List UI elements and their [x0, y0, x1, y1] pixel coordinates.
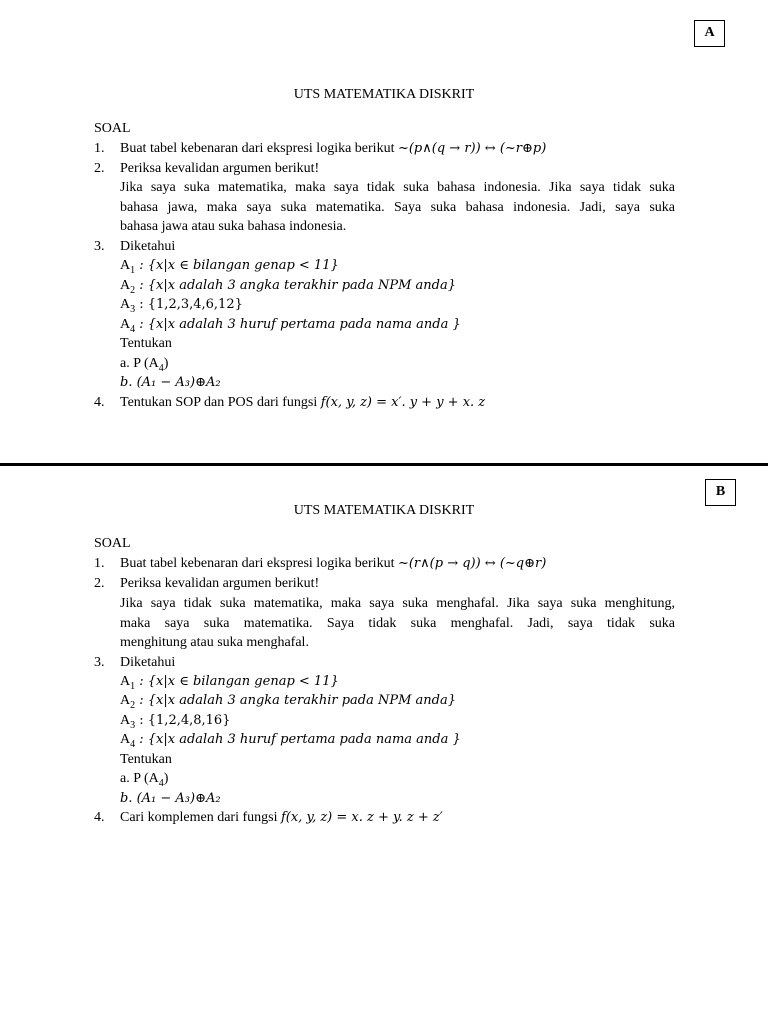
- set-a1: $A_1$ : {x|x ∈ bilangan genap < 11}: [120, 674, 339, 692]
- question-number: 1.: [94, 556, 105, 571]
- argument-line: bahasa jawa, maka saya suka matematika. Saya suka bahasa indonesia. Jadi, saya suka: [120, 200, 675, 215]
- question-text: Periksa kevalidan argumen berikut!: [120, 161, 320, 176]
- question-number: 4.: [94, 395, 105, 410]
- question-number: 3.: [94, 239, 105, 254]
- question-text: Cari komplemen dari fungsi: [120, 810, 278, 825]
- variant-label-b: B: [705, 479, 736, 506]
- set-a2: $A_2$ : {x|x adalah 3 angka terakhir pada NPM anda}: [120, 693, 457, 711]
- subquestion-a: a. P $(A_4)$: [120, 356, 169, 374]
- tentukan-label: Tentukan: [120, 752, 172, 767]
- soal-heading: SOAL: [94, 536, 131, 551]
- set-a4: $A_4$ : {x|x adalah 3 huruf pertama pada nama anda }: [120, 732, 461, 750]
- subquestion-a: a. P $(A_4)$: [120, 771, 169, 789]
- function-expression: f(x, y, z) = x′. y + y + x. z: [320, 395, 486, 410]
- function-expression: f(x, y, z) = x. z + y. z + z′: [280, 810, 443, 825]
- page-title-a: UTS MATEMATIKA DISKRIT: [293, 87, 475, 102]
- argument-line: Jika saya suka matematika, maka saya tidak suka bahasa indonesia. Jika saya tidak suka: [120, 180, 675, 195]
- set-a2: $A_2$ : {x|x adalah 3 angka terakhir pada NPM anda}: [120, 278, 457, 296]
- question-text: Periksa kevalidan argumen berikut!: [120, 576, 320, 591]
- soal-heading: SOAL: [94, 121, 131, 136]
- subquestion-b: b. (A₁ − A₃)⊕A₂: [120, 791, 221, 806]
- set-a1: $A_1$ : {x|x ∈ bilangan genap < 11}: [120, 258, 339, 276]
- subquestion-b: b. (A₁ − A₃)⊕A₂: [120, 375, 221, 390]
- question-number: 2.: [94, 161, 105, 176]
- variant-label-a: A: [694, 20, 725, 47]
- question-text: Tentukan SOP dan POS dari fungsi: [120, 395, 318, 410]
- argument-line: maka saya suka matematika. Saya tidak suka menghafal. Jadi, saya tidak suka: [120, 616, 675, 631]
- logic-expression: ~(r∧(p → q)) ↔ (~q⊕r): [397, 556, 547, 571]
- set-a4: $A_4$ : {x|x adalah 3 huruf pertama pada nama anda }: [120, 317, 461, 335]
- question-number: 2.: [94, 576, 105, 591]
- set-a3: $A_3$ : {1,2,3,4,6,12}: [120, 297, 243, 315]
- page-title-b: UTS MATEMATIKA DISKRIT: [293, 503, 475, 518]
- question-text: Buat tabel kebenaran dari ekspresi logika berikut: [120, 141, 395, 156]
- section-divider: [0, 463, 768, 466]
- set-a3: $A_3$ : {1,2,4,8,16}: [120, 713, 231, 731]
- argument-line: menghitung atau suka menghafal.: [120, 635, 309, 650]
- question-text: Buat tabel kebenaran dari ekspresi logika berikut: [120, 556, 395, 571]
- logic-expression: ~(p∧(q → r)) ↔ (~r⊕p): [397, 141, 547, 156]
- question-number: 1.: [94, 141, 105, 156]
- argument-line: bahasa jawa atau suka bahasa indonesia.: [120, 219, 347, 234]
- question-text: Diketahui: [120, 239, 176, 254]
- argument-line: Jika saya tidak suka matematika, maka saya suka menghafal. Jika saya suka menghitung,: [120, 596, 675, 611]
- tentukan-label: Tentukan: [120, 336, 172, 351]
- question-number: 3.: [94, 655, 105, 670]
- question-number: 4.: [94, 810, 105, 825]
- question-text: Diketahui: [120, 655, 176, 670]
